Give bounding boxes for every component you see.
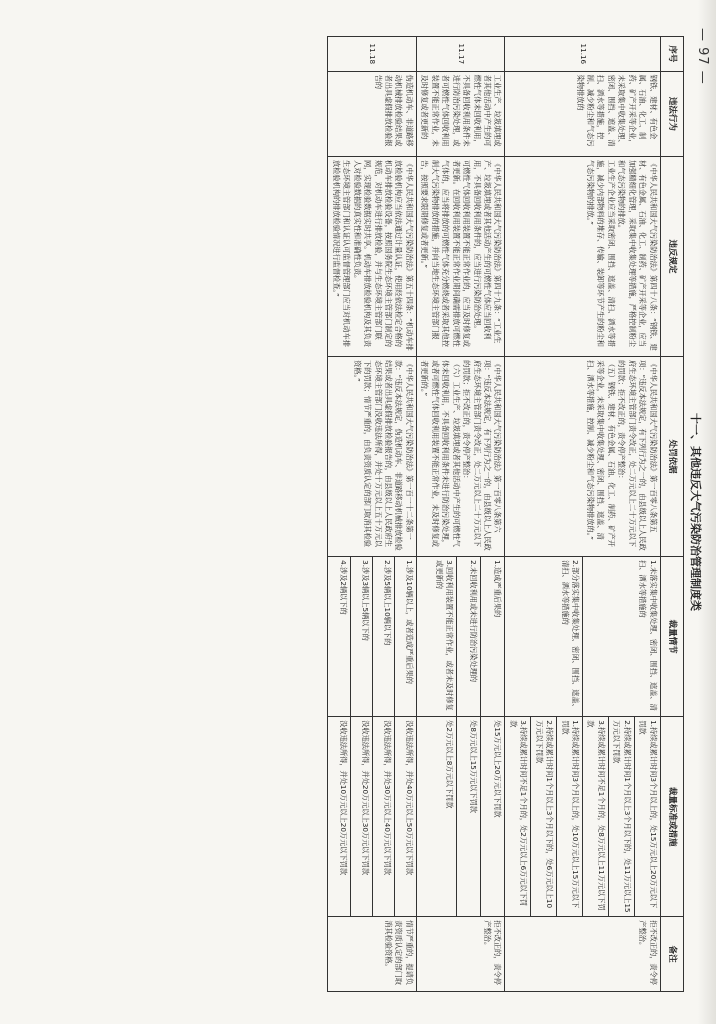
row-behavior: 钢铁、建材、有色金属、石油、化工、制药、矿产开采等企业，未采取集中收集处理、密闭、围挡、遮盖、清扫、洒水等措施，控制、减少粉尘和气态污染物排放的 xyxy=(505,71,660,156)
row-standard: 没收违法所得，并处10万元以上20万元以下罚款 xyxy=(328,717,350,917)
row-rule: 《中华人民共和国大气污染防治法》第四十八条：“钢铁、建材、有色金属、石油、化工、制药、矿产开采等企业，应当加强精细化管理，采取集中收集处理等措施，严格控制粉尘和气态污染物的排放。 工业生产企业应当采取密闭、围挡、遮盖、清扫、洒水等措施，减少内部物料的堆存、传输、装卸等环节产生的粉尘和气态污染物的排放。” xyxy=(505,157,660,357)
regulation-table xyxy=(327,36,684,992)
row-circumstance: 1.造成严重后果的 xyxy=(481,557,505,717)
row-rule: 《中华人民共和国大气污染防治法》第五十四条：“机动车排放检验机构应当依法通过计量认证，使用经依法检定合格的机动车排放检验设备，按照国务院生态环境主管部门制定的规范，对机动车进行排放检验，并与生态环境主管部门联网，实现检验数据实时共享。机动车排放检验机构及其负责人对检验数据的真实性和准确性负责。 生态环境主管部门和认证认可监督管理部门应当对机动车排放检验机构的排放检验情况进行监督检查。” xyxy=(328,157,417,357)
row-standard: 没收违法所得，并处30万元以上40万元以下罚款 xyxy=(372,717,394,917)
row-standard: 3.持续或累计时间不足1个月的，处2万元以上6万元以下罚款 xyxy=(505,717,531,917)
row-basis: 《中华人民共和国大气污染防治法》第一百零八条第五项：“违反本法规定，有下列行为之一的，由县级以上人民政府生态环境主管部门责令改正，处二万元以上二十万元以下的罚款；拒不改正的，责令停产整治： （五）钢铁、建材、有色金属、石油、化工、制药、矿产开采等企业，未采取集中收集处理、密闭、围挡、遮盖、清扫、洒水等措施，控制、减少粉尘和气态污染物排放的。” xyxy=(505,357,660,557)
header-behavior: 违法行为 xyxy=(660,71,683,156)
row-note: 情节严重的，提请负责资质认定的部门取消其检验资格。 xyxy=(328,917,417,992)
header-basis: 处罚依据 xyxy=(660,357,683,557)
row-standard: 处2万元以上8万元以下罚款 xyxy=(416,717,456,917)
row-rule: 《中华人民共和国大气污染防治法》第四十九条：“工业生产、垃圾填埋或者其他活动产生的可燃性气体应当回收利用，不具备回收利用条件的，应当进行污染防治处理。 可燃性气体回收利用装置不能正常作业的，应当及时修复或者更新。在回收利用装置不能正常作业期间确需排放可燃性气体的，应当将排放的可燃性气体充分燃烧或者采取其他控制大气污染物排放的措施，并向当地生态环境主管部门报告，按照要求限期修复或者更新。” xyxy=(416,157,505,357)
row-standard: 2.持续或累计时间1个月以上3个月以下的，处6万元以上10万元以下罚款 xyxy=(531,717,557,917)
table-row xyxy=(634,37,660,992)
row-seq: 11.18 xyxy=(328,37,417,72)
row-standard: 3.持续或累计时间不足1个月的，处8万元以上11万元以下罚款 xyxy=(583,717,609,917)
header-circumstances: 裁量情节 xyxy=(660,557,683,717)
row-circumstance: 4.涉及2辆以下的 xyxy=(328,557,350,717)
header-rule: 违反规定 xyxy=(660,157,683,357)
row-circumstance: 1.未落实集中收集处理、密闭、围挡、遮盖、清扫、洒水等措施的 xyxy=(583,557,661,717)
row-seq: 11.16 xyxy=(505,37,660,72)
row-circumstance: 3.回收利用装置不能正常作业，或者未及时修复或更新的 xyxy=(416,557,456,717)
header-standards: 裁量标准或措施 xyxy=(660,717,683,917)
row-basis: 《中华人民共和国大气污染防治法》第一百零八条第六项：“违反本法规定，有下列行为之一的，由县级以上人民政府生态环境主管部门责令改正，处二万元以上二十万元以下的罚款；拒不改正的，责令停产整治： （六）工业生产、垃圾填埋或者其他活动中产生的可燃性气体未回收利用，不具备回收利用条件未进行防治污染处理，或者可燃性气体回收利用装置不能正常作业，未及时修复或者更新的。” xyxy=(416,357,505,557)
row-standard: 处15万元以上20万元以下罚款 xyxy=(481,717,505,917)
table-row xyxy=(481,37,505,992)
row-seq: 11.17 xyxy=(416,37,505,72)
row-basis: 《中华人民共和国大气污染防治法》第一百一十二条第一款：“违反本法规定，伪造机动车、非道路移动机械排放检验结果或者出具虚假排放检验报告的，由县级以上人民政府生态环境主管部门没收违法所得，并处十万元以上五十万元以下的罚款；情节严重的，由负责资质认定的部门取消其检验资格。” xyxy=(328,357,417,557)
row-note: 拒不改正的，责令停产整治。 xyxy=(505,917,660,992)
row-standard: 2.持续或累计时间1个月以上3个月以下的，处11万元以上15万元以下罚款 xyxy=(608,717,634,917)
row-circumstance: 2.涉及5辆以上10辆以下的 xyxy=(372,557,394,717)
row-note: 拒不改正的，责令停产整治。 xyxy=(416,917,505,992)
row-circumstance: 2.部分落实集中收集处理、密闭、围挡、遮盖、清扫、洒水等措施的 xyxy=(505,557,583,717)
header-note: 备注 xyxy=(660,917,683,992)
row-standard: 没收违法所得，并处40万元以上50万元以下罚款 xyxy=(394,717,416,917)
row-standard: 处8万元以上15万元以下罚款 xyxy=(457,717,481,917)
row-circumstance: 3.涉及3辆以上5辆以下的 xyxy=(350,557,372,717)
section-title: 十一、其他违反大气污染防治管理制度类 xyxy=(689,413,702,611)
row-standard: 没收违法所得，并处20万元以上30万元以下罚款 xyxy=(350,717,372,917)
row-behavior: 工业生产、垃圾填埋或者其他活动中产生的可燃性气体未回收利用，不具备回收利用条件未进行防治污染处理，或者可燃性气体回收利用装置不能正常作业，未及时修复或者更新的 xyxy=(416,71,505,156)
header-seq: 序号 xyxy=(660,37,683,72)
page-number: — 97 — xyxy=(695,28,710,85)
row-standard: 1.持续或累计时间3个月以上的，处15万元以上20万元以下罚款 xyxy=(634,717,660,917)
row-standard: 1.持续或累计时间3个月以上的，处10万元以上15万元以下罚款 xyxy=(557,717,583,917)
row-behavior: 伪造机动车、非道路移动机械排放检验结果或者出具虚假排放检验报告的 xyxy=(328,71,417,156)
table-row xyxy=(394,37,416,992)
row-circumstance: 2.未回收利用或未进行防治污染处理的 xyxy=(457,557,481,717)
row-circumstance: 1.涉及10辆以上，或者造成严重后果的 xyxy=(394,557,416,717)
table-header-row xyxy=(660,37,683,992)
